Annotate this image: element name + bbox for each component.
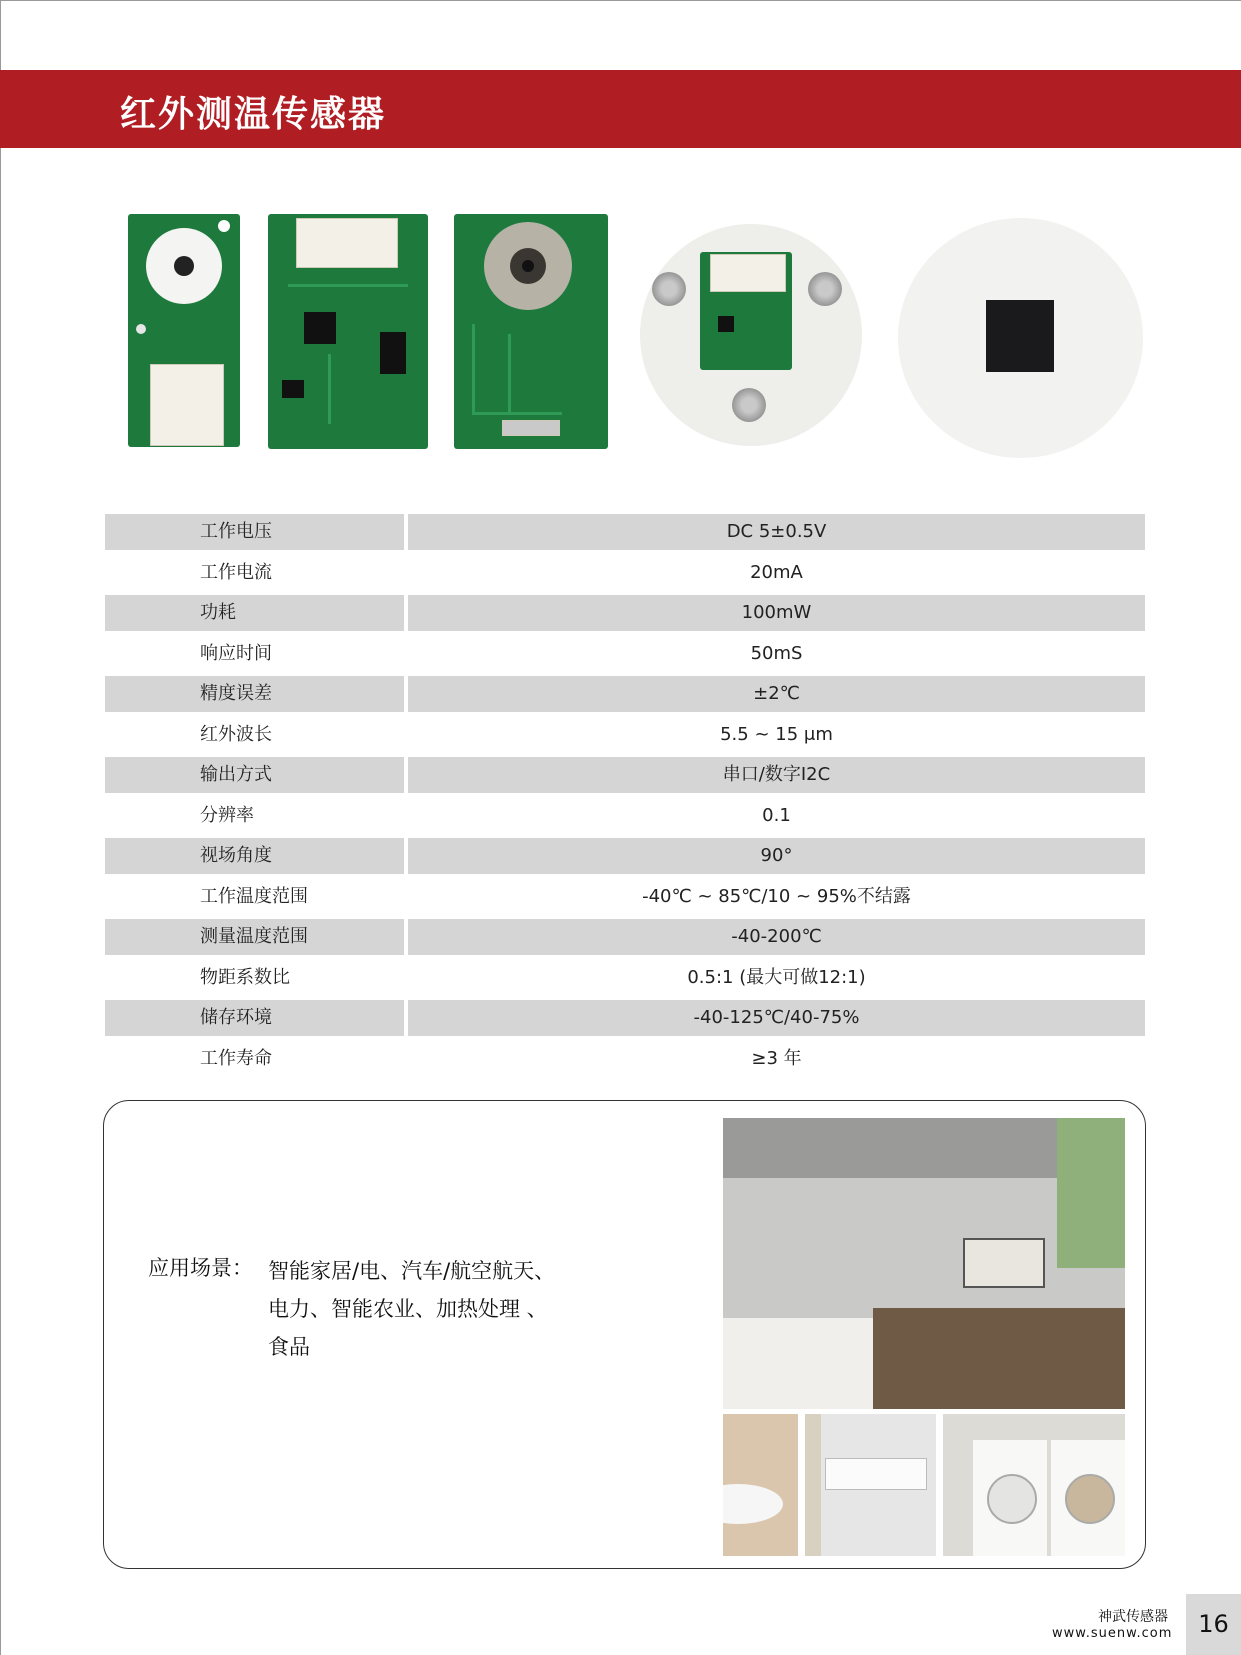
table-row: [105, 998, 1145, 1039]
table-row: [105, 512, 1145, 553]
spec-value: 20mA: [750, 561, 803, 583]
table-row: [105, 796, 1145, 837]
round-housing-front: [898, 218, 1143, 458]
spec-label: 工作温度范围: [200, 885, 308, 907]
page-title: 红外测温传感器: [120, 94, 387, 135]
robot-vacuum-photo: [723, 1414, 798, 1556]
application-line: 食品: [268, 1335, 310, 1359]
air-conditioner-photo: [805, 1414, 936, 1556]
spec-label: 工作电压: [105, 514, 404, 550]
washing-machine-photo: [943, 1414, 1125, 1556]
round-housing-back: [640, 224, 862, 446]
spec-label: 精度误差: [105, 676, 404, 712]
table-row: [105, 634, 1145, 675]
kitchen-photo: [723, 1118, 1125, 1409]
title-banner: [0, 70, 1241, 148]
footer-url: www.suenw.com: [1052, 1626, 1173, 1641]
spec-label: 测量温度范围: [105, 919, 404, 955]
pcb-module-with-connector: [128, 214, 240, 447]
spec-label: 视场角度: [105, 838, 404, 874]
spec-label: 功耗: [105, 595, 404, 631]
spec-value: -40℃ ~ 85℃/10 ~ 95%不结露: [642, 885, 911, 907]
spec-label: 物距系数比: [200, 966, 290, 988]
pcb-module-chip-side: [268, 214, 428, 449]
spec-value: 50mS: [750, 642, 803, 664]
application-line: 电力、智能农业、加热处理 、: [268, 1297, 548, 1321]
application-list: [268, 1252, 555, 1366]
application-label: 应用场景：: [148, 1256, 253, 1280]
application-line: 智能家居/电、汽车/航空航天、: [268, 1259, 556, 1283]
page-border-left: [0, 0, 1, 1655]
spec-label: 工作电流: [200, 561, 272, 583]
spec-value: ±2℃: [408, 676, 1145, 712]
table-row: [105, 715, 1145, 756]
spec-label: 储存环境: [105, 1000, 404, 1036]
table-row: [105, 674, 1145, 715]
footer-brand: 神武传感器: [1098, 1609, 1168, 1625]
spec-value: 90°: [408, 838, 1145, 874]
table-row: [105, 1039, 1145, 1080]
spec-value: 0.1: [762, 804, 791, 826]
table-row: [105, 836, 1145, 877]
pcb-module-sensor-side: [454, 214, 608, 449]
table-row: [105, 553, 1145, 594]
spec-label: 红外波长: [200, 723, 272, 745]
spec-value: DC 5±0.5V: [408, 514, 1145, 550]
spec-label: 响应时间: [200, 642, 272, 664]
spec-label: 输出方式: [105, 757, 404, 793]
table-row: [105, 755, 1145, 796]
spec-label: 工作寿命: [200, 1047, 272, 1069]
spec-value: -40-125℃/40-75%: [408, 1000, 1145, 1036]
spec-value: -40-200℃: [408, 919, 1145, 955]
spec-value: 0.5:1 (最大可做12:1): [687, 966, 866, 988]
page-number: 16: [1186, 1594, 1241, 1655]
table-row: [105, 958, 1145, 999]
spec-value: ≥3 年: [751, 1047, 802, 1069]
table-row: [105, 593, 1145, 634]
spec-table: [105, 512, 1145, 1079]
spec-value: 5.5 ~ 15 μm: [720, 723, 833, 745]
spec-value: 100mW: [408, 595, 1145, 631]
table-row: [105, 917, 1145, 958]
page-border-top: [0, 0, 1241, 1]
spec-label: 分辨率: [200, 804, 254, 826]
spec-value: 串口/数字I2C: [408, 757, 1145, 793]
table-row: [105, 877, 1145, 918]
